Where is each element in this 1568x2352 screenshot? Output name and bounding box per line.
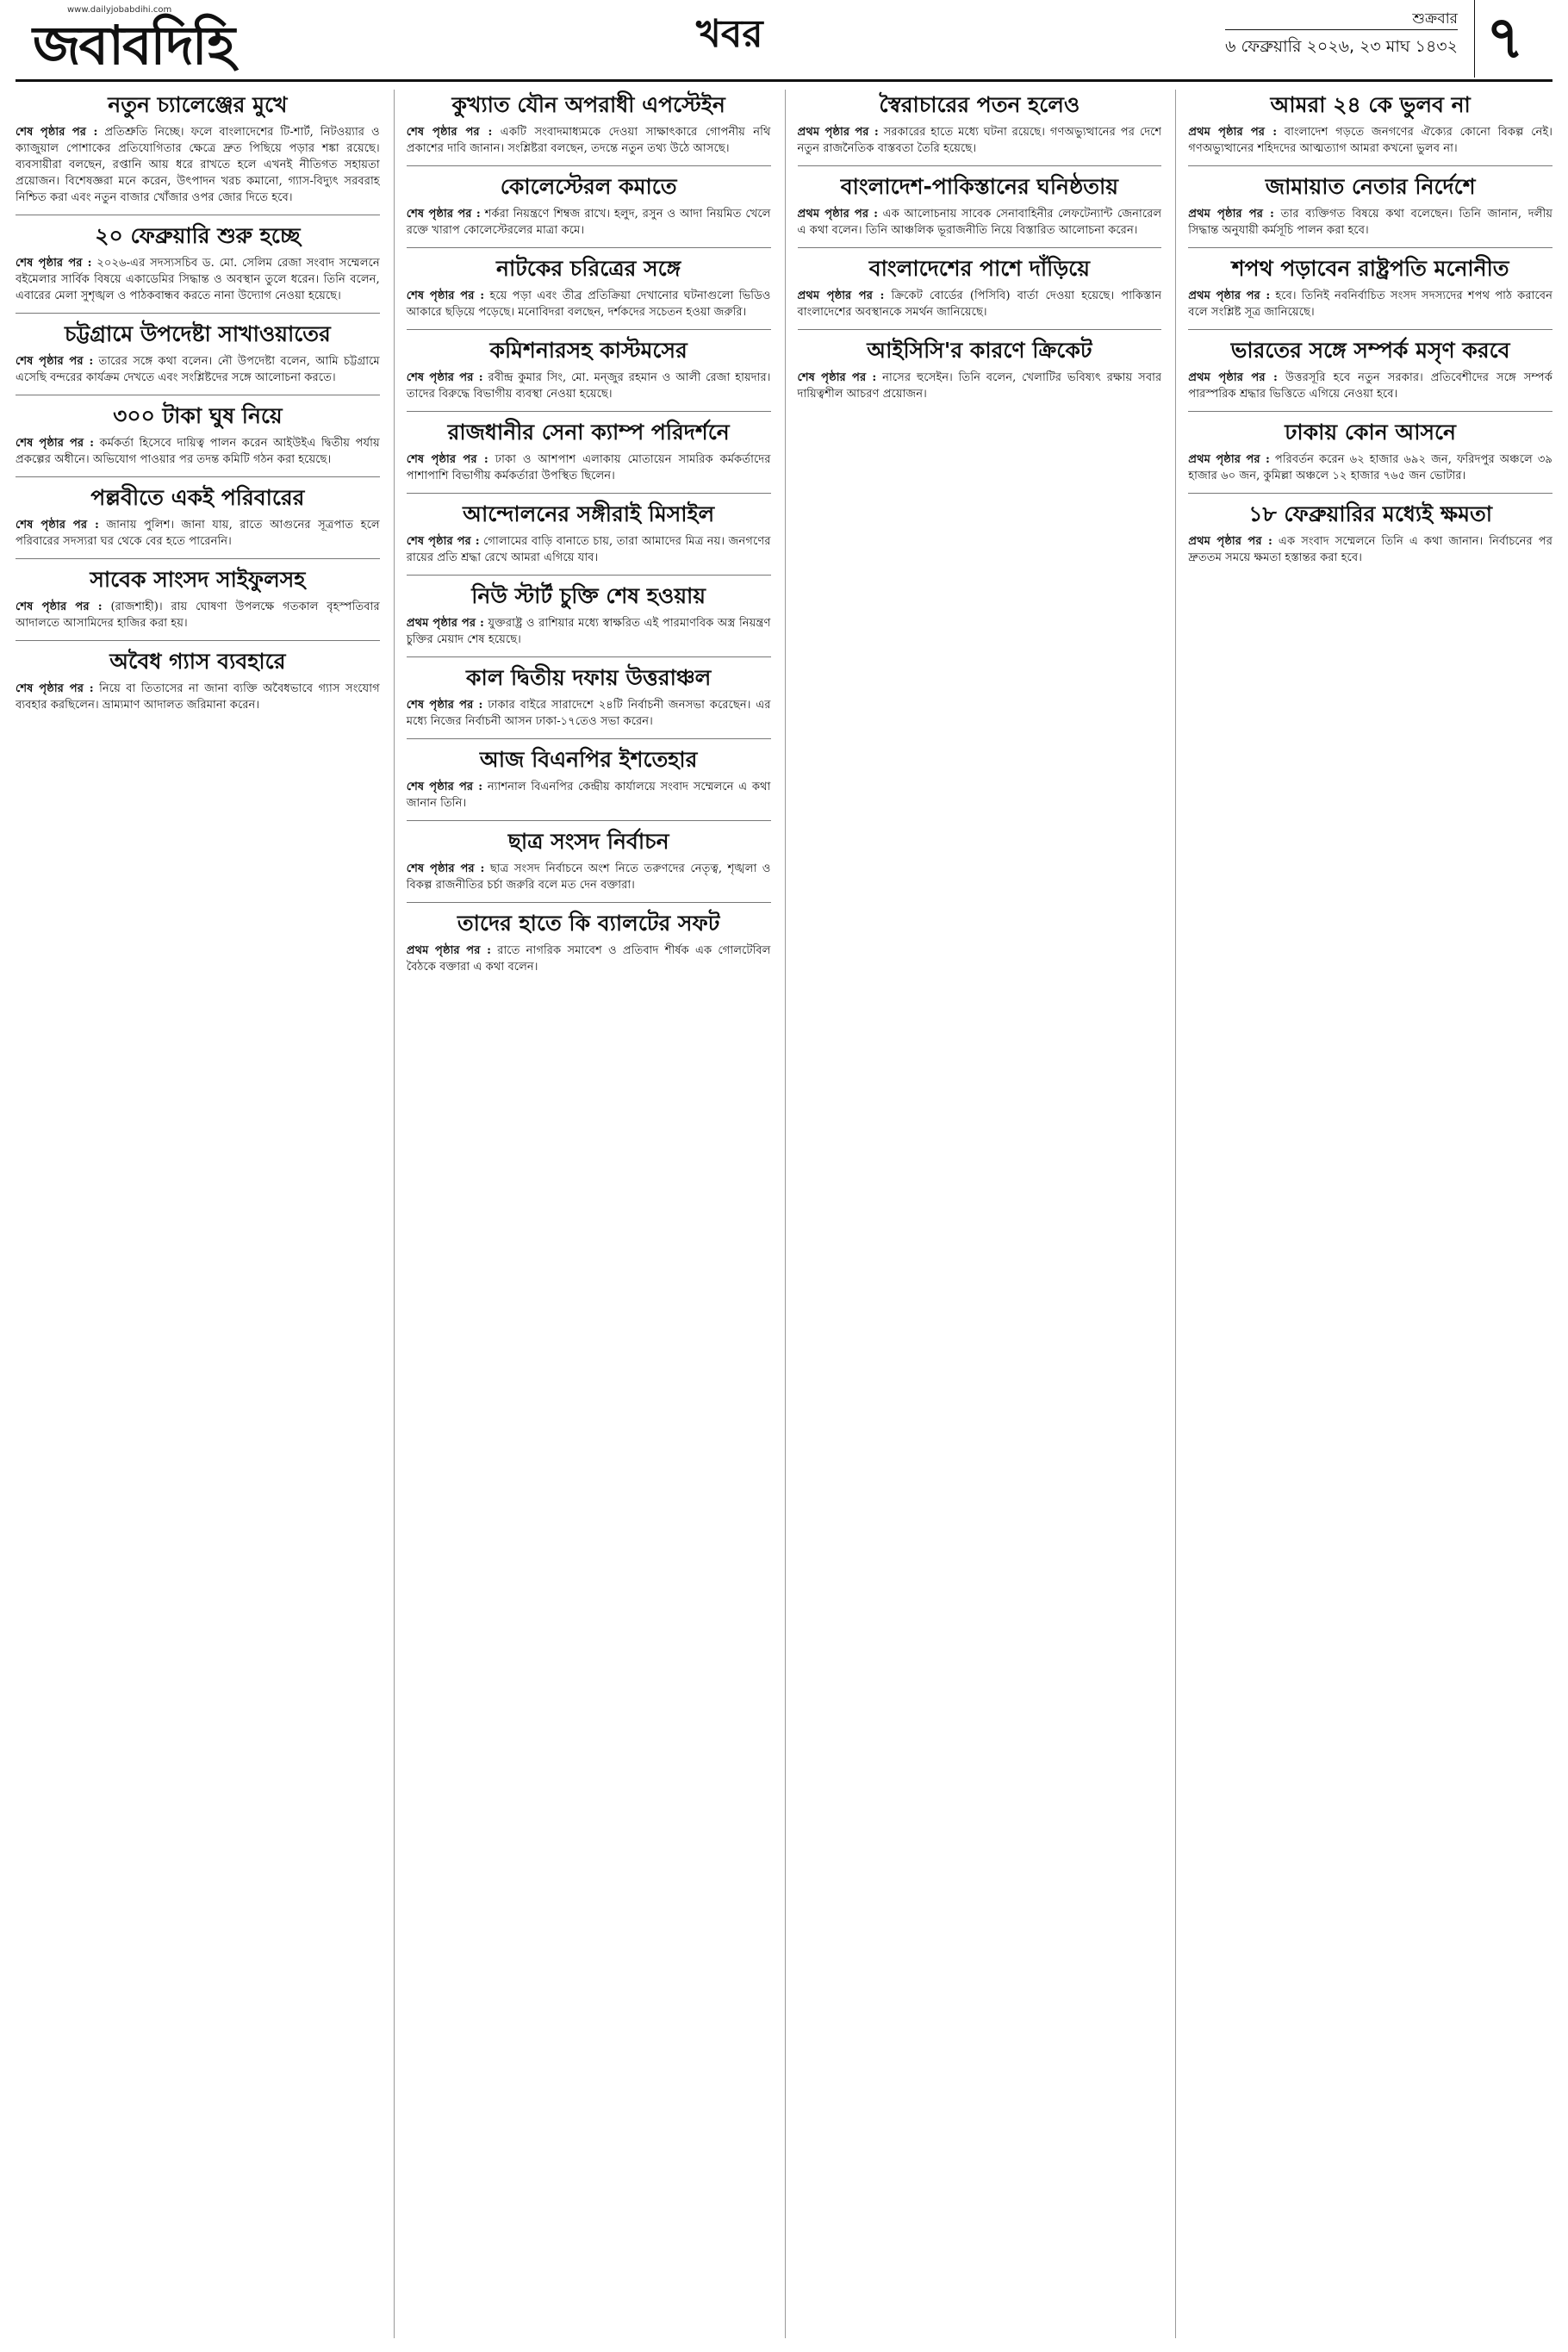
article-text: নিয়ে বা তিতাসের না জানা ব্যক্তি অবৈধভাবে গ্যাস সংযোগ ব্যবহার করছিলেন। ভ্রাম্যমাণ আদালত জরিমানা করেন।	[16, 682, 380, 712]
article-divider	[407, 247, 771, 248]
article-text: (রাজশাহী)। রায় ঘোষণা উপলক্ষে গতকাল বৃহস্পতিবার আদালতে আসামিদের হাজির করা হয়।	[16, 600, 380, 630]
article	[1188, 493, 1552, 566]
article-lead: প্রথম পৃষ্ঠার পর :	[1188, 535, 1272, 548]
article	[407, 247, 771, 320]
newspaper-logo	[33, 5, 291, 76]
article-lead: প্রথম পৃষ্ঠার পর :	[406, 617, 484, 630]
article-divider	[407, 656, 771, 657]
article	[16, 558, 380, 632]
article-text: ঢাকা ও আশপাশ এলাকায় মোতায়েন সামরিক কর্মকর্তাদের পাশাপাশি বিভাগীয় কর্মকর্তারা উপস্থিত ছিলেন।	[406, 453, 771, 482]
website-url: www.dailyjobabdihi.com	[67, 5, 172, 15]
masthead	[16, 0, 1552, 82]
article-text: সরকারের হাতে মধ্যে ঘটনা রয়েছে। গণঅভ্যুত্থানের পর দেশে নতুন রাজনৈতিক বাস্তবতা তৈরি হয়েছে।	[797, 126, 1162, 155]
article-divider	[16, 476, 380, 477]
article-lead: শেষ পৃষ্ঠার পর :	[16, 126, 98, 139]
article-divider	[1188, 493, 1552, 494]
article-headline[interactable]: ঢাকায় কোন আসনে	[1285, 420, 1456, 445]
article	[1188, 91, 1552, 157]
article	[16, 313, 380, 386]
article-body	[798, 288, 1162, 320]
article-lead: প্রথম পৃষ্ঠার পর :	[1188, 289, 1271, 302]
article-text: হয়ে পড়া এবং তীব্র প্রতিক্রিয়া দেখানোর ঘটনাগুলো ভিডিও আকারে ছড়িয়ে পড়েছে। মনোবিদরা বলছেন, দর্শকদের সচেতন হওয়া জরুরি।	[406, 289, 771, 319]
article-body	[1188, 370, 1552, 402]
article-divider	[407, 575, 771, 576]
article-text: জানায় পুলিশ। জানা যায়, রাতে আগুনের সূত্রপাত হলে পরিবারের সদস্যরা ঘর থেকে বের হতে পারেননি।	[16, 519, 380, 548]
article	[798, 165, 1162, 239]
article-text: রাতে নাগরিক সমাবেশ ও প্রতিবাদ শীর্ষক এক গোলটেবিল বৈঠকে বক্তারা এ কথা বলেন।	[406, 944, 771, 974]
article-body	[798, 370, 1162, 402]
article-text: ২০২৬-এর সদস্যসচিব ড. মো. সেলিম রেজা সংবাদ সম্মেলনে বইমেলার সার্বিক বিষয়ে একাডেমির সিদ্ধান্ত ও অবস্থান তুলে ধরেন। তিনি বলেন, এবারের মেলা সুশৃঙ্খল ও পাঠকবান্ধব করতে নানা উদ্যোগ নেওয়া হয়েছে।	[16, 257, 380, 302]
article-headline[interactable]: কোলেস্টেরল কমাতে	[500, 174, 677, 199]
article-divider	[16, 558, 380, 559]
article-divider	[1188, 165, 1552, 166]
article-body	[407, 779, 771, 812]
article-divider	[407, 820, 771, 821]
article-body	[16, 353, 380, 386]
column-1	[16, 90, 380, 2338]
article	[407, 91, 771, 157]
article-text: পরিবর্তন করেন ৬২ হাজার ৬৯২ জন, ফরিদপুর অঞ্চলে ৩৯ হাজার ৬০ জন, কুমিল্লা অঞ্চলে ১২ হাজার ৭৬৫ জন ভোটার।	[1188, 453, 1552, 482]
article-lead: শেষ পৃষ্ঠার পর :	[16, 355, 94, 368]
article-lead: প্রথম পৃষ্ঠার পর :	[1188, 453, 1270, 466]
article-body	[407, 533, 771, 566]
article-headline[interactable]: পল্লবীতে একই পরিবারের	[90, 485, 305, 510]
article-headline[interactable]: কমিশনারসহ কাস্টমসের	[489, 338, 688, 363]
article-body	[16, 681, 380, 713]
article-lead: প্রথম পৃষ্ঠার পর :	[1188, 126, 1278, 139]
article-lead: শেষ পৃষ্ঠার পর :	[16, 600, 103, 613]
article-body	[407, 370, 771, 402]
article-divider	[16, 313, 380, 314]
article-divider	[407, 329, 771, 330]
article-body	[798, 206, 1162, 239]
article	[16, 476, 380, 550]
article-lead: প্রথম পৃষ্ঠার পর :	[1188, 208, 1274, 221]
article-lead: শেষ পৃষ্ঠার পর :	[406, 371, 483, 384]
article-text: ক্রিকেট বোর্ডের (পিসিবি) বার্তা দেওয়া হয়েছে। পাকিস্তান বাংলাদেশের অবস্থানকে সমর্থন জানিয়েছে।	[797, 289, 1162, 319]
article-headline[interactable]: আমরা ২৪ কে ভুলব না	[1270, 92, 1471, 117]
article-headline[interactable]: বাংলাদেশের পাশে দাঁড়িয়ে	[868, 256, 1090, 281]
article-headline[interactable]: চট্টগ্রামে উপদেষ্টা সাখাওয়াতের	[64, 321, 331, 346]
article-divider	[407, 902, 771, 903]
article-headline[interactable]: আন্দোলনের সঙ্গীরাই মিসাইল	[463, 501, 715, 526]
article-divider	[1188, 247, 1552, 248]
article-text: তার ব্যক্তিগত বিষয়ে কথা বলেছেন। তিনি জানান, দলীয় সিদ্ধান্ত অনুযায়ী কর্মসূচি পালন করা হবে।	[1188, 208, 1552, 237]
article-headline[interactable]: ছাত্র সংসদ নির্বাচন	[507, 829, 669, 854]
article-divider	[1188, 411, 1552, 412]
article	[1188, 247, 1552, 320]
article-headline[interactable]: ১৮ ফেব্রুয়ারির মধ্যেই ক্ষমতা	[1248, 501, 1492, 526]
article-lead: শেষ পৃষ্ঠার পর :	[406, 781, 483, 793]
article-body	[407, 697, 771, 730]
article-lead: শেষ পৃষ্ঠার পর :	[406, 453, 488, 466]
article	[16, 91, 380, 206]
article-headline[interactable]: আইসিসি'র কারণে ক্রিকেট	[867, 338, 1092, 363]
article-text: ঢাকার বাইরে সারাদেশে ২৪টি নির্বাচনী জনসভা করেছেন। এর মধ্যে নিজের নির্বাচনী আসন ঢাকা-১৭তেও সভা করেন।	[406, 699, 771, 728]
article	[16, 215, 380, 304]
article-lead: শেষ পৃষ্ঠার পর :	[406, 126, 493, 139]
article-body	[1188, 288, 1552, 320]
article-divider	[407, 493, 771, 494]
article-divider	[16, 640, 380, 641]
article	[407, 902, 771, 975]
article-headline[interactable]: তাদের হাতে কি ব্যালটের সফট	[457, 911, 720, 936]
article	[16, 395, 380, 468]
article	[407, 329, 771, 402]
article	[1188, 411, 1552, 484]
article-columns	[16, 90, 1552, 2338]
article-headline[interactable]: নিউ স্টার্ট চুক্তি শেষ হওয়ায়	[471, 583, 706, 608]
article-lead: শেষ পৃষ্ঠার পর :	[406, 208, 481, 221]
article-headline[interactable]: শপথ পড়াবেন রাষ্ট্রপতি মনোনীত	[1231, 256, 1509, 281]
article-body	[16, 517, 380, 550]
article	[16, 640, 380, 713]
article-divider	[407, 411, 771, 412]
article-divider	[798, 329, 1162, 330]
date-block	[1225, 9, 1458, 59]
column-3	[785, 90, 1162, 2338]
article-headline[interactable]: রাজধানীর সেনা ক্যাম্প পরিদর্শনে	[447, 420, 730, 445]
section-title: খবর	[696, 12, 763, 56]
article-lead: শেষ পৃষ্ঠার পর :	[16, 257, 92, 270]
article-text: কর্মকর্তা হিসেবে দায়িত্ব পালন করেন আইউইএ দ্বিতীয় পর্যায় প্রকল্পের অধীনে। অভিযোগ পাওয়ার পর তদন্ত কমিটি গঠন করা হয়েছে।	[16, 437, 380, 466]
article-headline[interactable]: কাল দ্বিতীয় দফায় উত্তরাঞ্চল	[465, 665, 712, 690]
article-text: বাংলাদেশ গড়তে জনগণের ঐক্যের কোনো বিকল্প নেই। গণঅভ্যুত্থানের শহিদদের আত্মত্যাগ আমরা কখনো ভুলব না।	[1188, 126, 1552, 155]
article-divider	[407, 165, 771, 166]
article-lead: শেষ পৃষ্ঠার পর :	[406, 699, 483, 712]
article-text: হবে। তিনিই নবনির্বাচিত সংসদ সদস্যদের শপথ পাঠ করাবেন বলে সংশ্লিষ্ট সূত্র জানিয়েছে।	[1188, 289, 1552, 319]
weekday: শুক্রবার	[1412, 10, 1458, 28]
article	[798, 91, 1162, 157]
article-text: এক আলোচনায় সাবেক সেনাবাহিনীর লেফটেন্যান্ট জেনারেল এ কথা বলেন। তিনি আঞ্চলিক ভূরাজনীতি নিয়ে বিস্তারিত আলোচনা করেন।	[797, 208, 1162, 237]
article-headline[interactable]: নতুন চ্যালেঞ্জের মুখে	[108, 92, 288, 117]
article-body	[1188, 124, 1552, 157]
article-body	[407, 861, 771, 893]
article-divider	[798, 247, 1162, 248]
column-4	[1175, 90, 1552, 2338]
article-headline[interactable]: স্বৈরাচারের পতন হলেও	[879, 92, 1080, 117]
article-headline[interactable]: বাংলাদেশ-পাকিস্তানের ঘনিষ্ঠতায়	[840, 174, 1118, 199]
article-headline[interactable]: অবৈধ গ্যাস ব্যবহারে	[109, 649, 286, 674]
article	[407, 575, 771, 648]
article	[1188, 165, 1552, 239]
article-body	[16, 435, 380, 468]
article-lead: শেষ পৃষ্ঠার পর :	[406, 535, 480, 548]
article-body	[407, 288, 771, 320]
article	[407, 820, 771, 893]
article-text: রবীন্দ্র কুমার সিং, মো. মন্জুর রহমান ও আলী রেজা হায়দার। তাদের বিরুদ্ধে বিভাগীয় ব্যবস্থা নেওয়া হয়েছে।	[406, 371, 771, 401]
article-lead: শেষ পৃষ্ঠার পর :	[406, 862, 485, 875]
date-line: ৬ ফেব্রুয়ারি ২০২৬, ২৩ মাঘ ১৪৩২	[1225, 29, 1458, 59]
article-body	[16, 599, 380, 632]
article-headline[interactable]: ভারতের সঙ্গে সম্পর্ক মসৃণ করবে	[1230, 338, 1510, 363]
article-body	[798, 124, 1162, 157]
article-text: ন্যাশনাল বিএনপির কেন্দ্রীয় কার্যালয়ে সংবাদ সম্মেলনে এ কথা জানান তিনি।	[406, 781, 771, 810]
article-body	[1188, 206, 1552, 239]
article-headline[interactable]: জামায়াত নেতার নির্দেশে	[1265, 174, 1476, 199]
article-headline[interactable]: নাটকের চরিত্রের সঙ্গে	[496, 256, 681, 281]
article-lead: প্রথম পৃষ্ঠার পর :	[797, 289, 885, 302]
article-text: নাসের হুসেইন। তিনি বলেন, খেলাটির ভবিষ্যৎ রক্ষায় সবার দায়িত্বশীল আচরণ প্রয়োজন।	[797, 371, 1162, 401]
article	[407, 493, 771, 566]
article-text: এক সংবাদ সম্মেলনে তিনি এ কথা জানান। নির্বাচনের পর দ্রুততম সময়ে ক্ষমতা হস্তান্তর করা হবে।	[1188, 535, 1552, 564]
article-text: ছাত্র সংসদ নির্বাচনে অংশ নিতে তরুণদের নেতৃত্ব, শৃঙ্খলা ও বিকল্প রাজনীতির চর্চা জরুরি বলে মত দেন বক্তারা।	[406, 862, 771, 892]
article-headline[interactable]: আজ বিএনপির ইশতেহার	[479, 747, 698, 772]
article	[798, 247, 1162, 320]
article-lead: প্রথম পৃষ্ঠার পর :	[406, 944, 491, 957]
column-2	[394, 90, 771, 2338]
article-text: তারের সঙ্গে কথা বলেন। নৌ উপদেষ্টা বলেন, আমি চট্টগ্রামে এসেছি বন্দরের কার্যক্রম দেখতে এবং সংশ্লিষ্টদের সঙ্গে আলোচনা করতে।	[16, 355, 380, 384]
article-headline[interactable]: কুখ্যাত যৌন অপরাধী এপস্টেইন	[451, 92, 725, 117]
article-lead: শেষ পৃষ্ঠার পর :	[797, 371, 877, 384]
article-lead: শেষ পৃষ্ঠার পর :	[16, 682, 94, 695]
article-text: উত্তরসূরি হবে নতুন সরকার। প্রতিবেশীদের সঙ্গে সম্পর্ক পারস্পরিক শ্রদ্ধার ভিত্তিতে এগিয়ে নেওয়া হবে।	[1188, 371, 1552, 401]
article	[407, 656, 771, 730]
article	[407, 738, 771, 812]
article-headline[interactable]: ৩০০ টাকা ঘুষ নিয়ে	[113, 403, 283, 428]
article-divider	[1188, 329, 1552, 330]
article-text: প্রতিশ্রুতি নিচ্ছে। ফলে বাংলাদেশের টি-শার্ট, নিটওয়্যার ও ক্যাজুয়াল পোশাকের প্রতিযোগিতার ক্ষেত্রে দ্রুত পিছিয়ে পড়ার শঙ্কা রয়েছে। ব্যবসায়ীরা বলছেন, রপ্তানি আয় ধরে রাখতে হলে এখনই নীতিগত সহায়তা প্রয়োজন। বিশেষজ্ঞরা মনে করেন, উৎপাদন খরচ কমানো, গ্যাস-বিদ্যুৎ সরবরাহ নিশ্চিত করা এবং নতুন বাজার খোঁজার ওপর জোর দিতে হবে।	[16, 126, 380, 204]
article-body	[407, 124, 771, 157]
article-body	[407, 943, 771, 975]
article-body	[16, 255, 380, 304]
article-text: যুক্তরাষ্ট্র ও রাশিয়ার মধ্যে স্বাক্ষরিত এই পারমাণবিক অস্ত্র নিয়ন্ত্রণ চুক্তির মেয়াদ শেষ হয়েছে।	[406, 617, 771, 646]
article-lead: প্রথম পৃষ্ঠার পর :	[797, 126, 879, 139]
article-lead: প্রথম পৃষ্ঠার পর :	[1188, 371, 1278, 384]
article-lead: শেষ পৃষ্ঠার পর :	[16, 519, 99, 532]
article-lead: প্রথম পৃষ্ঠার পর :	[797, 208, 878, 221]
article-headline[interactable]: ২০ ফেব্রুয়ারি শুরু হচ্ছে	[95, 223, 301, 248]
article-body	[407, 206, 771, 239]
article-body	[407, 451, 771, 484]
article-lead: শেষ পৃষ্ঠার পর :	[406, 289, 485, 302]
page-number: ৭	[1474, 0, 1535, 78]
article-text: গোলামের বাড়ি বানাতে চায়, তারা আমাদের মিত্র নয়। জনগণের রায়ের প্রতি শ্রদ্ধা রেখে আমরা এগিয়ে যাব।	[406, 535, 771, 564]
article-lead: শেষ পৃষ্ঠার পর :	[16, 437, 94, 450]
article	[798, 329, 1162, 402]
article	[407, 165, 771, 239]
article-divider	[798, 165, 1162, 166]
article	[407, 411, 771, 484]
article-text: শর্করা নিয়ন্ত্রণে শিম্বজ রাখে। হলুদ, রসুন ও আদা নিয়মিত খেলে রক্তে খারাপ কোলেস্টেরলের মাত্রা কমে।	[406, 208, 771, 237]
article-body	[1188, 451, 1552, 484]
article-divider	[407, 738, 771, 739]
article-body	[1188, 533, 1552, 566]
article-headline[interactable]: সাবেক সাংসদ সাইফুলসহ	[90, 567, 306, 592]
article	[1188, 329, 1552, 402]
logo-text: জবাবদিহি	[33, 14, 234, 77]
article-body	[407, 615, 771, 648]
article-body	[16, 124, 380, 206]
article-text: একটি সংবাদমাধ্যমকে দেওয়া সাক্ষাৎকারে গোপনীয় নথি প্রকাশের দাবি জানান। সংশ্লিষ্টরা বলছেন, তদন্তে নতুন তথ্য উঠে আসছে।	[406, 126, 771, 155]
